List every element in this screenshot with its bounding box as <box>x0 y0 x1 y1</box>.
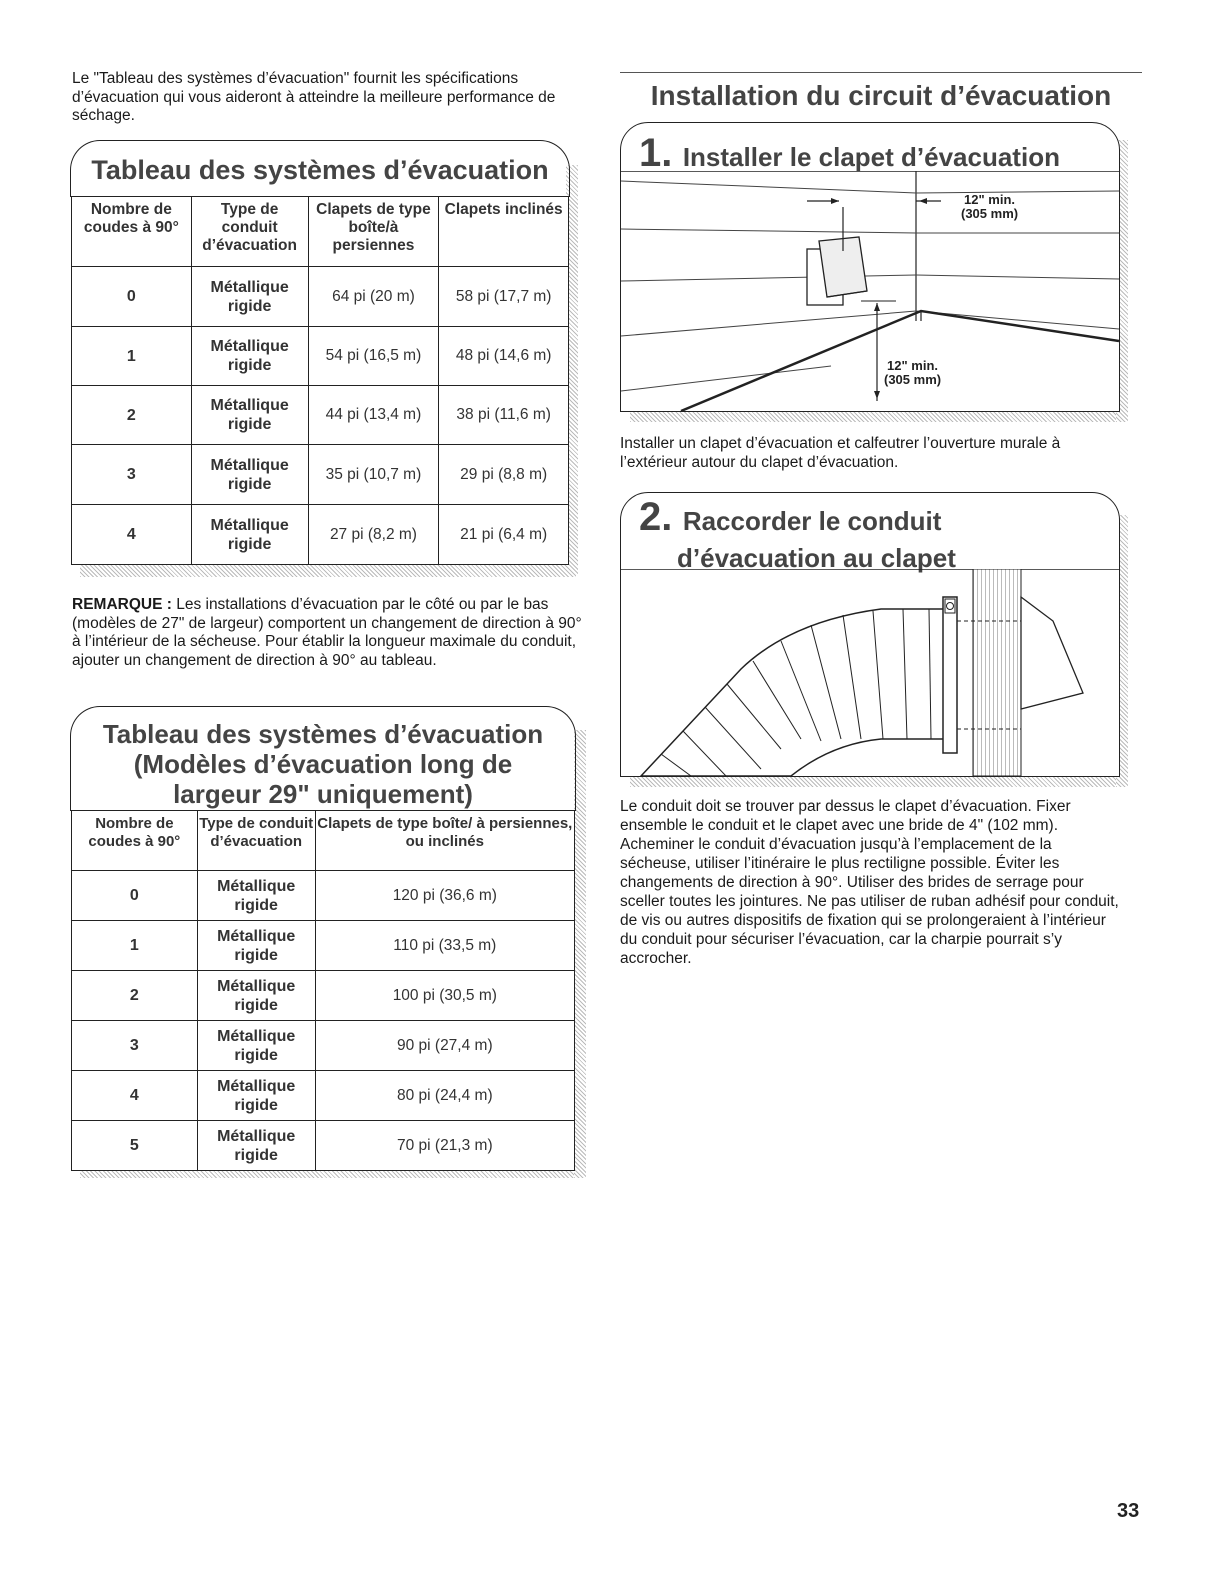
table1-header-type: Type de conduit d’évacuation <box>191 197 308 267</box>
table2-cell-elbows: 5 <box>72 1121 198 1171</box>
table2-cell-len: 120 pi (36,6 m) <box>315 871 574 921</box>
table2-cell-elbows: 4 <box>72 1071 198 1121</box>
table1-cell-angled: 38 pi (11,6 m) <box>439 386 569 445</box>
step2-panel <box>620 492 1120 777</box>
table1-cell-type: Métallique rigide <box>191 386 308 445</box>
step2-text: Le conduit doit se trouver par dessus le clapet d’évacuation. Fixer ensemble le conduit et le clapet avec une bride de 4" (102 mm). Acheminer le conduit d’évacuation jusqu’à l’emplacement de la sécheuse, utiliser l’itinéraire le plus rectiligne possible. Éviter les changements de direction à 90°. Utiliser des brides de serrage pour sceller toutes les jointures. Ne pas utiliser de ruban adhésif pour conduit, de vis ou autres dispositifs de fixation qui se prolongeraient à l’intérieur du conduit pour sécuriser l’évacuation, car la charpie pourrait s’y accrocher. <box>620 798 1119 967</box>
table2-title-line2: (Modèles d’évacuation long de <box>133 749 513 779</box>
table1-cell-angled: 29 pi (8,8 m) <box>439 445 569 505</box>
table-row <box>72 327 569 386</box>
table1-title: Tableau des systèmes d’évacuation <box>91 155 549 185</box>
step1-panel <box>620 122 1120 412</box>
page-number: 33 <box>1117 1500 1140 1522</box>
step2-title-line2: d’évacuation au clapet <box>677 543 956 573</box>
step1-illustration <box>621 171 1119 411</box>
table-row <box>72 1021 575 1071</box>
table1-cell-angled: 58 pi (17,7 m) <box>439 267 569 327</box>
table1-frame <box>70 140 570 197</box>
table2-cell-len: 80 pi (24,4 m) <box>315 1071 574 1121</box>
table1-cell-elbows: 3 <box>72 445 192 505</box>
table1-cell-elbows: 4 <box>72 505 192 565</box>
table2-title-line3: largeur 29" uniquement) <box>173 779 473 809</box>
section-title: Installation du circuit d’évacuation <box>650 80 1112 111</box>
step1-title <box>639 131 1060 176</box>
table1-cell-type: Métallique rigide <box>191 327 308 386</box>
table1 <box>71 196 569 565</box>
table1-header-elbows: Nombre de coudes à 90° <box>72 197 192 267</box>
table1-cell-box: 27 pi (8,2 m) <box>308 505 439 565</box>
table2-cell-type: Métallique rigide <box>197 1021 315 1071</box>
step1-dim-top-value: 12" min. <box>964 192 1016 207</box>
table2-cell-len: 110 pi (33,5 m) <box>315 921 574 971</box>
table1-cell-box: 54 pi (16,5 m) <box>308 327 439 386</box>
table2-header-elbows: Nombre de coudes à 90° <box>72 811 198 871</box>
table2-cell-elbows: 1 <box>72 921 198 971</box>
table2-cell-type: Métallique rigide <box>197 1121 315 1171</box>
table1-header-box: Clapets de type boîte/à persiennes <box>308 197 439 267</box>
table-row <box>72 871 575 921</box>
remark-text: Les installations d’évacuation par le côté ou par le bas (modèles de 27" de largeur) comportent un changement de direction à 90° à l’intérieur de la sécheuse. Pour établir la longueur maximale du conduit, ajouter un changement de direction à 90° au tableau. <box>72 596 582 669</box>
table1-cell-box: 35 pi (10,7 m) <box>308 445 439 505</box>
table2-cell-type: Métallique rigide <box>197 871 315 921</box>
table1-header-angled: Clapets inclinés <box>439 197 569 267</box>
table2-header-len: Clapets de type boîte/ à persiennes, ou inclinés <box>315 811 574 871</box>
table1-shadow <box>80 565 576 577</box>
table2-cell-elbows: 3 <box>72 1021 198 1071</box>
table-row <box>72 921 575 971</box>
section-divider <box>620 72 1142 73</box>
table2-cell-type: Métallique rigide <box>197 921 315 971</box>
table2-frame <box>70 706 576 811</box>
table2-cell-elbows: 2 <box>72 971 198 1021</box>
table-row <box>72 267 569 327</box>
step1-dim-bottom-value: 12" min. <box>887 358 939 373</box>
step1-dim-bottom <box>884 359 941 387</box>
step2-number: 2. <box>639 495 673 539</box>
table1-cell-box: 64 pi (20 m) <box>308 267 439 327</box>
remark-paragraph <box>72 596 582 670</box>
step1-dim-bottom-metric: (305 mm) <box>884 372 942 387</box>
table2-cell-type: Métallique rigide <box>197 1071 315 1121</box>
table-row <box>72 386 569 445</box>
step1-title-text: Installer le clapet d’évacuation <box>682 142 1060 172</box>
table1-cell-elbows: 1 <box>72 327 192 386</box>
table1-cell-elbows: 0 <box>72 267 192 327</box>
table1-cell-type: Métallique rigide <box>191 445 308 505</box>
table-row <box>72 1121 575 1171</box>
table1-cell-angled: 48 pi (14,6 m) <box>439 327 569 386</box>
table-row <box>72 445 569 505</box>
step1-dim-top-metric: (305 mm) <box>961 206 1019 221</box>
step1-number: 1. <box>639 131 673 175</box>
remark-label: REMARQUE : <box>72 596 172 613</box>
step2-title <box>639 495 956 579</box>
table1-cell-angled: 21 pi (6,4 m) <box>439 505 569 565</box>
step2-title-line1: Raccorder le conduit <box>682 506 942 536</box>
step2-illustration <box>621 569 1119 776</box>
table2-cell-len: 90 pi (27,4 m) <box>315 1021 574 1071</box>
table2-cell-type: Métallique rigide <box>197 971 315 1021</box>
table1-cell-elbows: 2 <box>72 386 192 445</box>
table-row <box>72 971 575 1021</box>
table2-cell-len: 70 pi (21,3 m) <box>315 1121 574 1171</box>
table2-cell-len: 100 pi (30,5 m) <box>315 971 574 1021</box>
step1-text: Installer un clapet d’évacuation et calfeutrer l’ouverture murale à l’extérieur autour du clapet d’évacuation. <box>620 435 1061 471</box>
table2-header-type: Type de conduit d’évacuation <box>197 811 315 871</box>
table1-cell-type: Métallique rigide <box>191 505 308 565</box>
table1-cell-box: 44 pi (13,4 m) <box>308 386 439 445</box>
table-row <box>72 1071 575 1121</box>
table-row <box>72 505 569 565</box>
table1-cell-type: Métallique rigide <box>191 267 308 327</box>
intro-paragraph: Le "Tableau des systèmes d’évacuation" fournit les spécifications d’évacuation qui vous aideront à atteindre la meilleure performance de séchage. <box>72 70 556 124</box>
table2-cell-elbows: 0 <box>72 871 198 921</box>
step1-dim-top <box>961 193 1018 221</box>
table2-title-line1: Tableau des systèmes d’évacuation <box>102 719 544 749</box>
table2 <box>71 810 575 1171</box>
